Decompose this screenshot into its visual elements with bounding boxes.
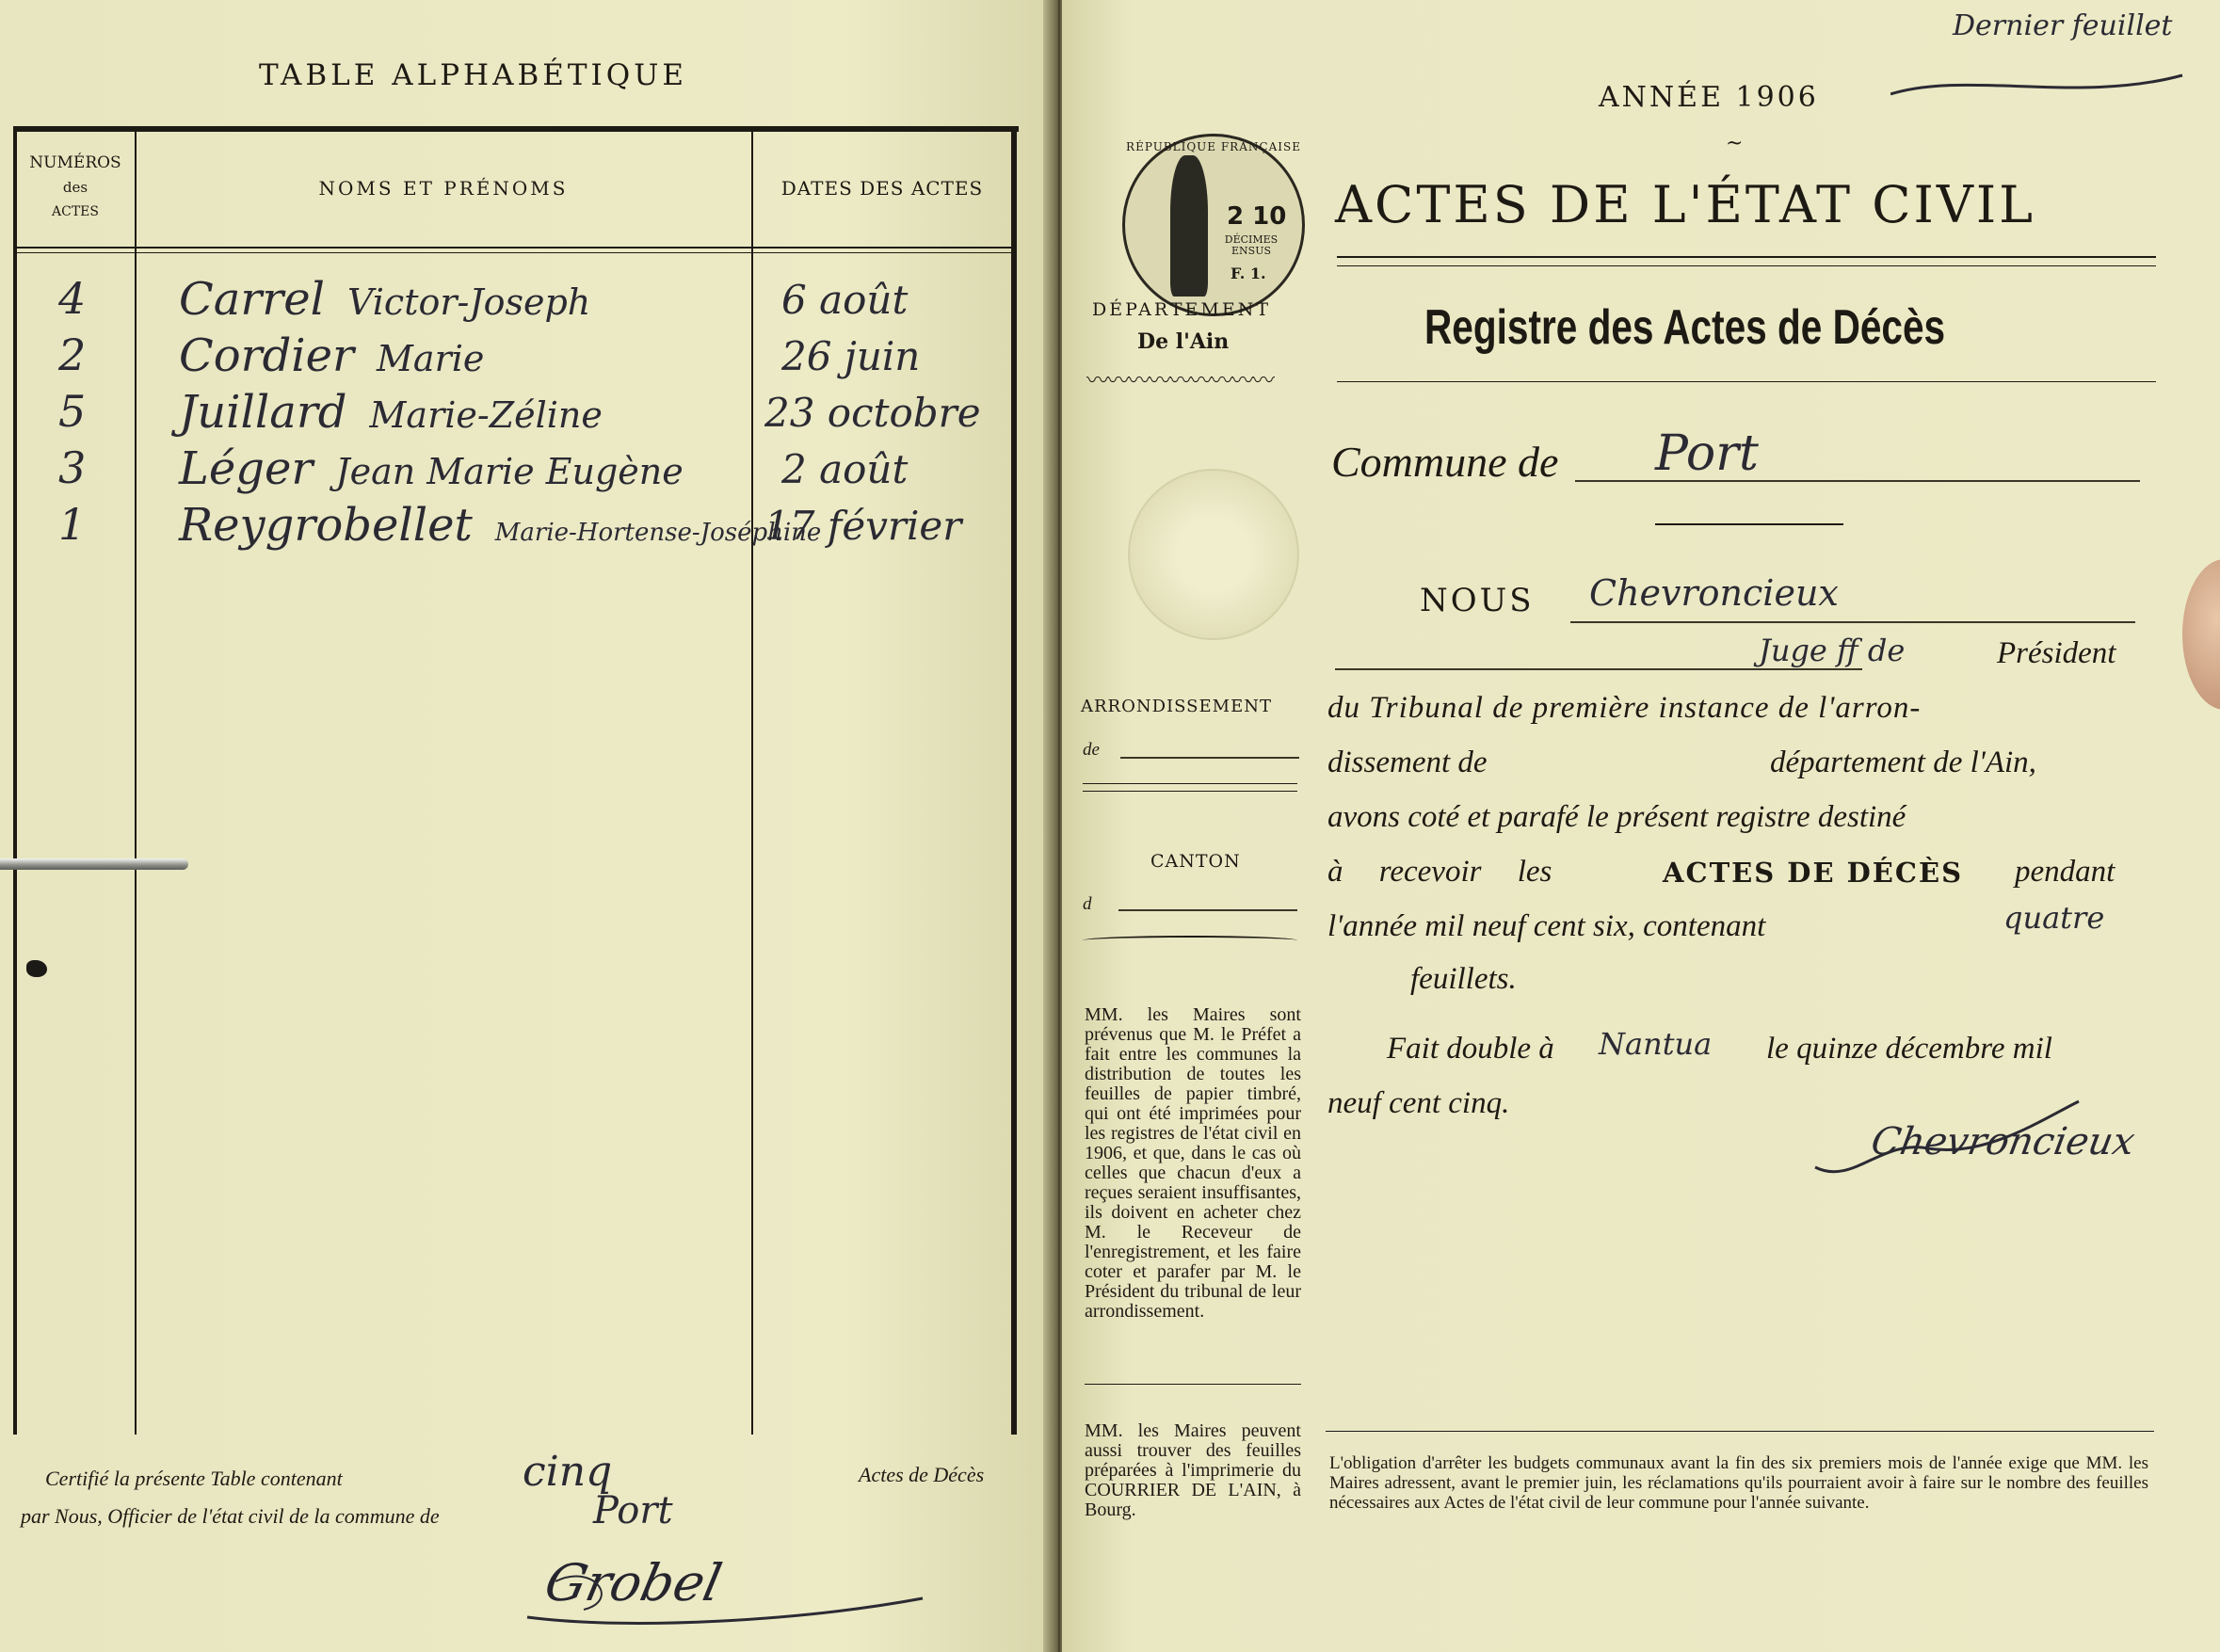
footer-signature-flourish <box>518 1544 932 1638</box>
nous-label: NOUS <box>1420 582 1535 619</box>
row-number: 2 <box>58 329 87 380</box>
canton-ornament <box>1083 936 1297 945</box>
row-number: 5 <box>58 386 87 437</box>
para-line1: du Tribunal de première instance de l'arron- <box>1327 691 1922 725</box>
para-line4c: pendant <box>2015 855 2115 889</box>
title-rule-1 <box>1337 256 2156 258</box>
row-surname: Carrel <box>179 273 325 326</box>
row-given-names: Marie-Zéline <box>369 394 603 436</box>
footer-line1-start: Certifié la présente Table contenant <box>45 1467 343 1490</box>
row-given-names: Marie <box>377 338 485 379</box>
names-header: NOMS ET PRÉNOMS <box>318 177 569 200</box>
para-line2b: département de l'Ain, <box>1770 746 2036 779</box>
ink-blot <box>26 960 47 977</box>
numbers-header <box>17 151 134 224</box>
numbers-header-line1: NUMÉROS <box>29 153 121 172</box>
canton-line <box>1118 909 1297 911</box>
subtitle: Registre des Actes de Décès <box>1424 300 1946 355</box>
row-name <box>179 273 590 326</box>
title: ACTES DE L'ÉTAT CIVIL <box>1335 175 2036 234</box>
table-left-rule <box>13 126 17 1435</box>
footnote-rule <box>1326 1431 2154 1432</box>
para-line5: l'année mil neuf cent six, contenant <box>1327 909 1766 943</box>
stamp-value: 2 10 <box>1227 202 1287 231</box>
department-label: DÉPARTEMENT <box>1092 299 1272 320</box>
year: ANNÉE 1906 <box>1599 81 1819 114</box>
name-line-2 <box>1335 668 1862 670</box>
col-divider-1 <box>135 132 137 1435</box>
footer-count-handwritten: cinq <box>523 1448 613 1496</box>
row-surname: Léger <box>179 442 314 495</box>
col-divider-2 <box>751 132 753 1435</box>
done-end: le quinze décembre mil <box>1766 1032 2052 1066</box>
dates-header: DATES DES ACTES <box>780 177 984 200</box>
commune-rule <box>1655 523 1843 525</box>
sidebar-note-1: MM. les Maires sont prévenus que M. le Préfet a fait entre les communes la distribution de toutes les feuilles de papier timbré, qui ont été imprimées pour les registres de l'état civil en 1906, et que, dans le cas où celles que chacun d'eux a reçues seraient insuffisantes, ils doivent en acheter chez M. le Receveur de l'enregistrement, et les faire coter et parafer par M. le Président du tribunal de leur arrondissement. <box>1085 1004 1301 1322</box>
row-given-names: Jean Marie Eugène <box>335 451 684 492</box>
header-rule-2 <box>13 252 1017 253</box>
corner-note: Dernier feuillet <box>1953 9 2173 42</box>
footer-line2-start: par Nous, Officier de l'état civil de la commune de <box>21 1504 440 1528</box>
page-clip <box>0 858 188 870</box>
para-line2a: dissement de <box>1327 746 1488 779</box>
corner-flourish <box>1890 66 2192 113</box>
row-given-names: Victor-Joseph <box>347 281 591 323</box>
nous-handwritten: Chevroncieux <box>1589 572 1839 614</box>
para-line3: avons coté et parafé le présent registre destiné <box>1327 800 1906 834</box>
row-number: 4 <box>58 273 87 324</box>
numbers-header-line3: ACTES <box>52 204 99 219</box>
para-line6: feuillets. <box>1410 962 1517 996</box>
title-rule-2 <box>1337 265 2156 266</box>
arrondissement-rule-2 <box>1083 791 1297 792</box>
row-surname: Juillard <box>179 386 347 439</box>
arrondissement-line <box>1120 757 1299 759</box>
nous-line <box>1570 621 2135 623</box>
arrondissement-rule <box>1083 783 1297 784</box>
row-name <box>179 499 821 552</box>
para-line4b: ACTES DE DÉCÈS <box>1663 857 1964 889</box>
year-ornament: ~ <box>1726 132 1744 155</box>
sidebar-note-2: MM. les Maires peuvent aussi trouver des feuilles préparées à l'imprimerie du COURRIER DE L'AIN, à Bourg. <box>1085 1420 1301 1520</box>
table-title: TABLE ALPHABÉTIQUE <box>259 58 687 92</box>
footnote: L'obligation d'arrêter les budgets communaux avant la fin des six premiers mois de l'année exige que MM. les Maires adressent, avant le premier juin, les réclamations qu'ils pourraient avoir à faire sur le nombre des feuilles nécessaires aux Actes de l'état civil de leur commune pour l'année suivante. <box>1329 1453 2148 1513</box>
row-surname: Cordier <box>179 329 354 382</box>
done-start: Fait double à <box>1387 1032 1554 1066</box>
para-president: Président <box>1997 636 2116 670</box>
row-name <box>179 442 684 495</box>
stamp-top-text: RÉPUBLIQUE FRANÇAISE <box>1126 140 1301 153</box>
row-date: 2 août <box>781 446 909 492</box>
commune-line <box>1575 480 2140 482</box>
right-page <box>1062 0 2220 1652</box>
row-date: 17 février <box>764 503 962 549</box>
row-name <box>179 329 484 382</box>
signature: Chevroncieux <box>1867 1120 2138 1163</box>
row-number: 1 <box>58 499 87 550</box>
row-date: 23 octobre <box>764 390 981 436</box>
wavy-ornament: 〰〰〰〰〰〰〰〰〰 <box>1086 367 1273 393</box>
canton-d: d <box>1083 894 1092 914</box>
row-date: 6 août <box>781 277 909 323</box>
table-top-rule <box>13 126 1019 132</box>
thumb <box>2182 559 2220 710</box>
left-page <box>0 0 1054 1652</box>
embossed-seal <box>1128 469 1299 640</box>
footer-line1-end: Actes de Décès <box>859 1463 985 1486</box>
commune-handwritten: Port <box>1655 425 1759 482</box>
revenue-stamp <box>1122 134 1305 316</box>
done-line2: neuf cent cinq. <box>1327 1086 1510 1120</box>
arrondissement-de: de <box>1083 740 1100 760</box>
stamp-fraction: F. 1. <box>1231 265 1266 282</box>
footer-signature: Grobel <box>539 1553 727 1612</box>
para-line4a: à recevoir les <box>1327 855 1552 889</box>
sidebar-note-divider <box>1085 1384 1301 1385</box>
footer-commune-handwritten: Port <box>593 1489 673 1532</box>
commune-label: Commune de <box>1331 438 1559 486</box>
signature-flourish <box>1796 1083 2098 1195</box>
subtitle-rule <box>1337 381 2156 382</box>
row-number: 3 <box>58 442 87 493</box>
row-given-names: Marie-Hortense-Joséphine <box>494 519 822 547</box>
department-name: De l'Ain <box>1137 329 1230 354</box>
stamp-figure <box>1170 155 1208 297</box>
count-handwritten: quatre <box>2003 900 2105 936</box>
arrondissement-label: ARRONDISSEMENT <box>1081 697 1272 716</box>
numbers-header-line2: des <box>62 179 88 196</box>
row-name <box>179 386 603 439</box>
stamp-note: DÉCIMES ENSUS <box>1224 233 1279 257</box>
row-surname: Reygrobellet <box>179 499 473 552</box>
done-place-handwritten: Nantua <box>1599 1026 1713 1062</box>
canton-label: CANTON <box>1150 851 1241 872</box>
role-handwritten: Juge ff de <box>1759 633 1906 668</box>
header-rule <box>13 247 1017 249</box>
row-date: 26 juin <box>781 333 921 379</box>
table-right-rule <box>1011 126 1017 1435</box>
